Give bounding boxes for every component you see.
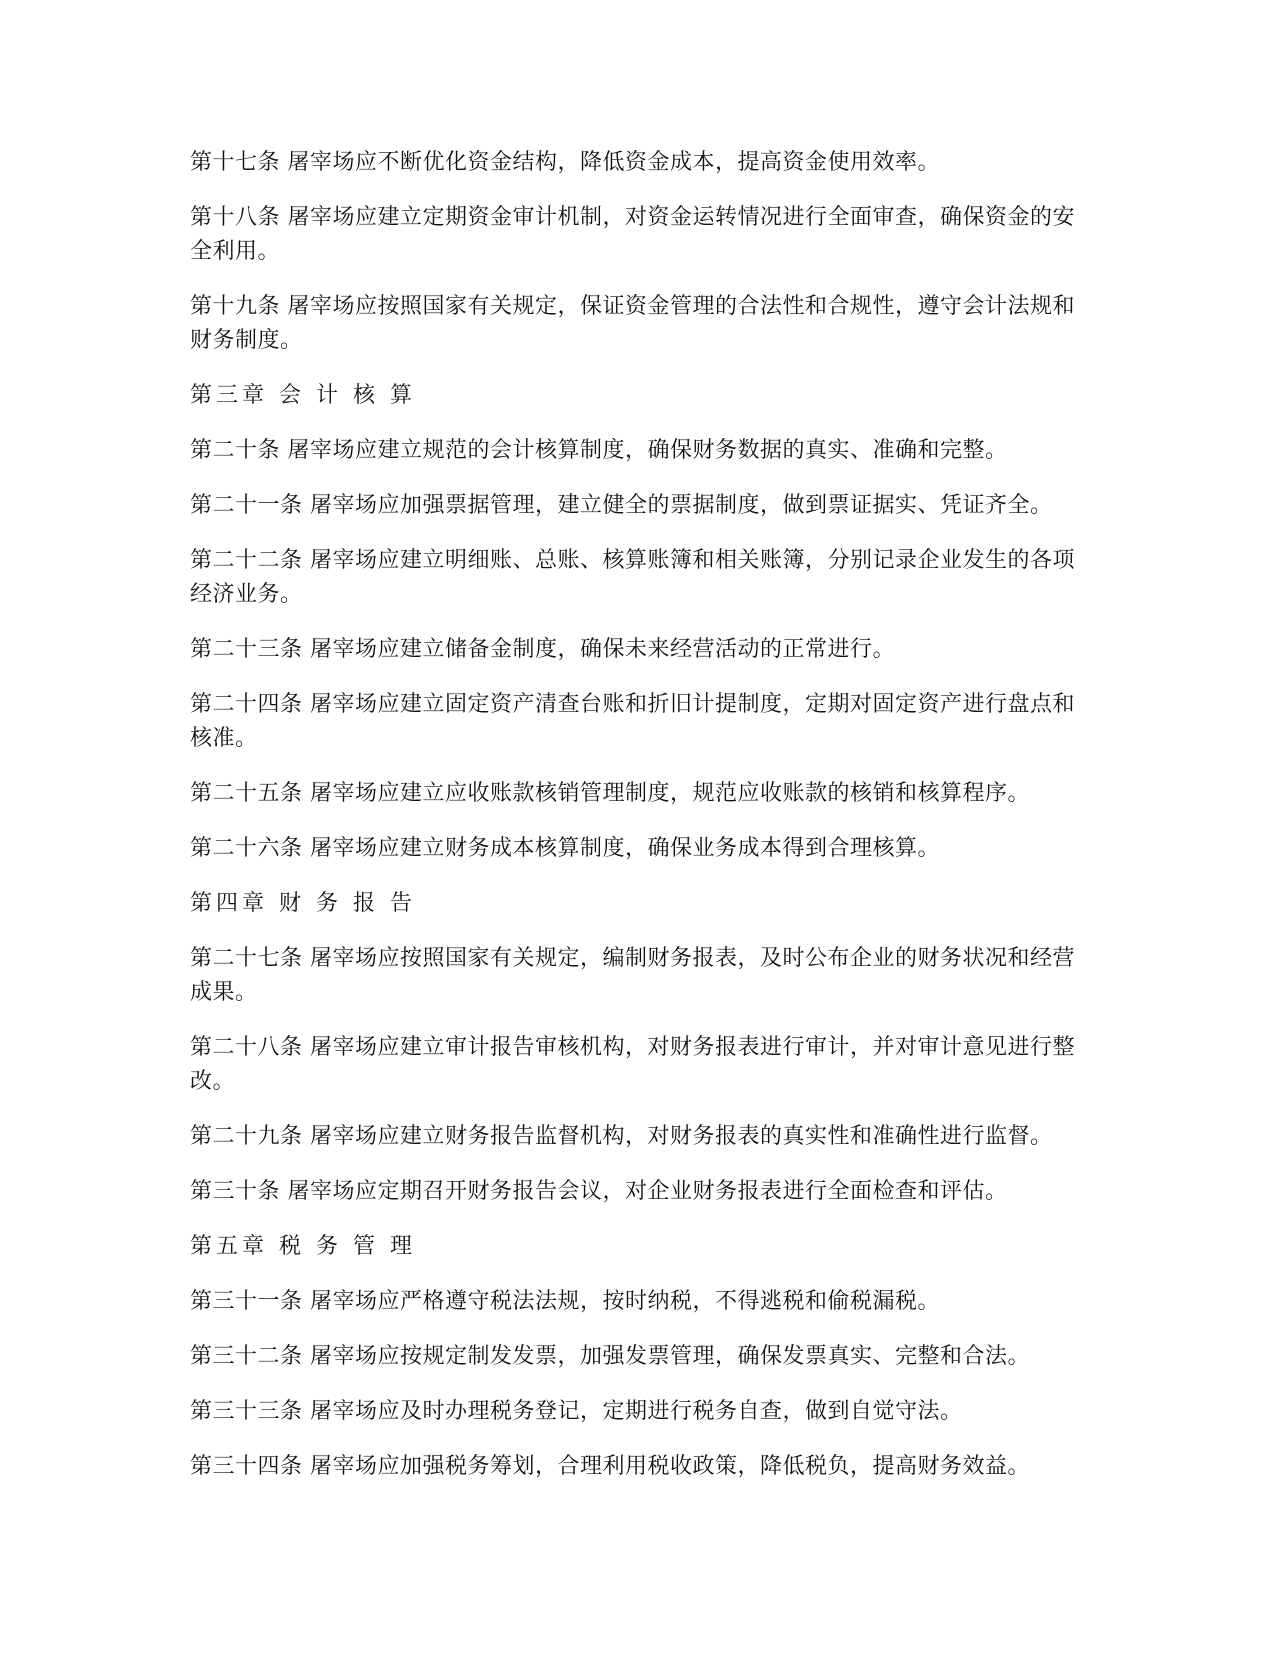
chapter-3-heading: 第三章 会 计 核 算 [190, 383, 416, 408]
article-32: 第三十二条 屠宰场应按规定制发发票，加强发票管理，确保发票真实、完整和合法。 [190, 1344, 1030, 1369]
chapter-4-heading: 第四章 财 务 报 告 [190, 891, 416, 916]
article-18: 第十八条 屠宰场应建立定期资金审计机制，对资金运转情况进行全面审查，确保资金的安全利用。 [190, 205, 1075, 264]
chapter-5-heading: 第五章 税 务 管 理 [190, 1234, 416, 1259]
article-21: 第二十一条 屠宰场应加强票据管理，建立健全的票据制度，做到票证据实、凭证齐全。 [190, 493, 1053, 518]
article-33: 第三十三条 屠宰场应及时办理税务登记，定期进行税务自查，做到自觉守法。 [190, 1399, 963, 1424]
article-34: 第三十四条 屠宰场应加强税务筹划，合理利用税收政策，降低税负，提高财务效益。 [190, 1454, 1030, 1479]
article-26: 第二十六条 屠宰场应建立财务成本核算制度，确保业务成本得到合理核算。 [190, 836, 940, 861]
document-body [190, 146, 1090, 1505]
article-31: 第三十一条 屠宰场应严格遵守税法法规，按时纳税，不得逃税和偷税漏税。 [190, 1289, 940, 1314]
article-25: 第二十五条 屠宰场应建立应收账款核销管理制度，规范应收账款的核销和核算程序。 [190, 781, 1030, 806]
article-20: 第二十条 屠宰场应建立规范的会计核算制度，确保财务数据的真实、准确和完整。 [190, 438, 1008, 463]
article-19: 第十九条 屠宰场应按照国家有关规定，保证资金管理的合法性和合规性，遵守会计法规和财务制度。 [190, 294, 1075, 353]
article-24: 第二十四条 屠宰场应建立固定资产清查台账和折旧计提制度，定期对固定资产进行盘点和核准。 [190, 692, 1075, 751]
article-27: 第二十七条 屠宰场应按照国家有关规定，编制财务报表，及时公布企业的财务状况和经营成果。 [190, 946, 1075, 1005]
article-29: 第二十九条 屠宰场应建立财务报告监督机构，对财务报表的真实性和准确性进行监督。 [190, 1124, 1053, 1149]
article-30: 第三十条 屠宰场应定期召开财务报告会议，对企业财务报表进行全面检查和评估。 [190, 1179, 1008, 1204]
article-17: 第十七条 屠宰场应不断优化资金结构，降低资金成本，提高资金使用效率。 [190, 150, 940, 175]
article-22: 第二十二条 屠宰场应建立明细账、总账、核算账簿和相关账簿，分别记录企业发生的各项经济业务。 [190, 548, 1075, 607]
article-28: 第二十八条 屠宰场应建立审计报告审核机构，对财务报表进行审计，并对审计意见进行整改。 [190, 1035, 1075, 1094]
article-23: 第二十三条 屠宰场应建立储备金制度，确保未来经营活动的正常进行。 [190, 637, 895, 662]
